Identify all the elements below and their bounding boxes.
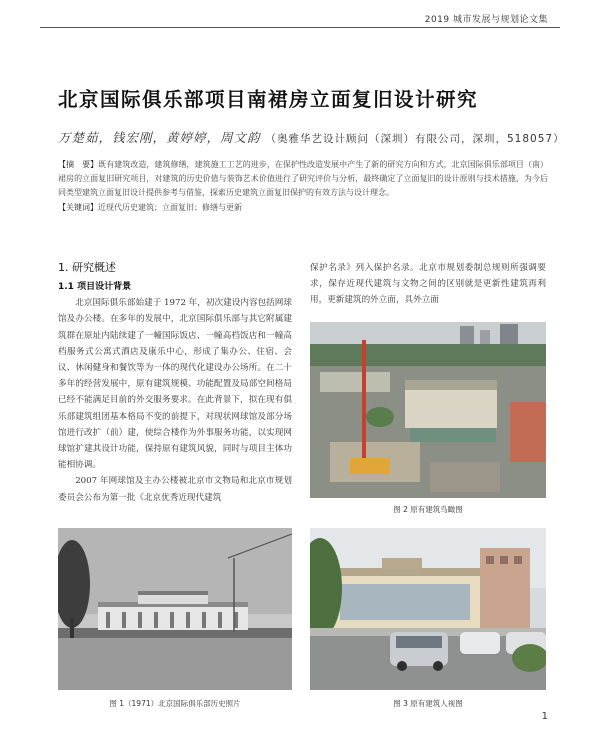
abstract-block [58, 158, 548, 215]
keywords-text: 近现代历史建筑；立面复旧；修缮与更新 [98, 202, 242, 212]
author-affiliation: （奥雅华艺设计顾问（深圳）有限公司，深圳，518057） [265, 133, 565, 145]
aerial-photo-illustration [310, 322, 546, 498]
abstract-paragraph [58, 158, 548, 201]
left-column [58, 260, 292, 506]
figure-1-historical-photo [58, 528, 292, 690]
header-rule [40, 27, 560, 28]
figure-2-aerial-photo [310, 322, 546, 498]
street-photo-illustration [310, 528, 546, 690]
figure-2-caption: 图 2 原有建筑鸟瞰图 [393, 505, 463, 514]
body-paragraph-continued: 保护名录》列入保护名录。北京市规划委制总规则所强调要求，保存近现代建筑与文物之间的区别就是更新性建筑再利用，更新建筑的外立面，具外立面 [310, 263, 546, 306]
author-line [58, 128, 565, 146]
historical-photo-illustration [58, 528, 292, 690]
body-paragraph-1: 北京国际俱乐部始建于 1972 年，初次建设内容包括网球馆及办公楼。在多年的发展中，北京国际俱乐部与其它附属建筑群在原址内陆续建了一幢国际饭店、一幢高档饭店和一幢高档服务式公寓式酒店及康乐中心，形成了集办公、住宿、会议、休闲健身和餐饮等为一体的现代化建设办公场所。在二十多年的经营发展中，原有建筑规模、功能配置及局部空间格局已经不能满足目前的外交服务要求。在此背景下，拟在现有俱乐部建筑组团基本格局不变的前提下，对现状网球馆及部分场馆进行改扩（前）建，使综合楼作为外事服务功能，以实现网球馆扩建其设计功能，保持原有建筑风貌，同时与项目主体功能相协调。 [58, 298, 292, 471]
abstract-text: 既有建筑改造，建筑修缮，建筑施工工艺的进步，在保护性改造发展中产生了新的研究方向和方式，北京国际俱乐部项目（南）裙房的立面复旧研究项目，对建筑的历史价值与装饰艺术价值进行了研究评价与分析，最终确定了立面复旧的设计原则与技术措施，为今后同类型建筑立面复旧设计提供参考与借鉴，探索历史建筑立面复旧保护的有效方法与设计理念。 [58, 160, 548, 198]
author-names: 万楚茹，钱宏刚，黄婷婷，周文韵 [58, 130, 261, 145]
abstract-label: 【摘 要】 [58, 160, 99, 169]
right-column-text [310, 260, 546, 309]
paper-title: 北京国际俱乐部项目南裙房立面复旧设计研究 [58, 88, 479, 111]
figure-3-street-photo [310, 528, 546, 690]
keywords-label: 【关键词】 [58, 202, 98, 212]
keywords-paragraph [58, 201, 548, 215]
figure-3-caption: 图 3 原有建筑人视图 [393, 699, 463, 708]
running-head: 2019 城市发展与规划论文集 [424, 15, 548, 25]
body-paragraph-2: 2007 年网球馆及主办公楼被北京市文物局和北京市规划委员会公布为第一批《北京优秀近现代建筑 [58, 476, 292, 503]
section-heading: 1. 研究概述 [58, 261, 116, 274]
page-number: 1 [541, 711, 548, 722]
subsection-heading: 1.1 项目设计背景 [58, 282, 132, 293]
figure-1-caption: 图 1（1971）北京国际俱乐部历史照片 [109, 699, 241, 708]
